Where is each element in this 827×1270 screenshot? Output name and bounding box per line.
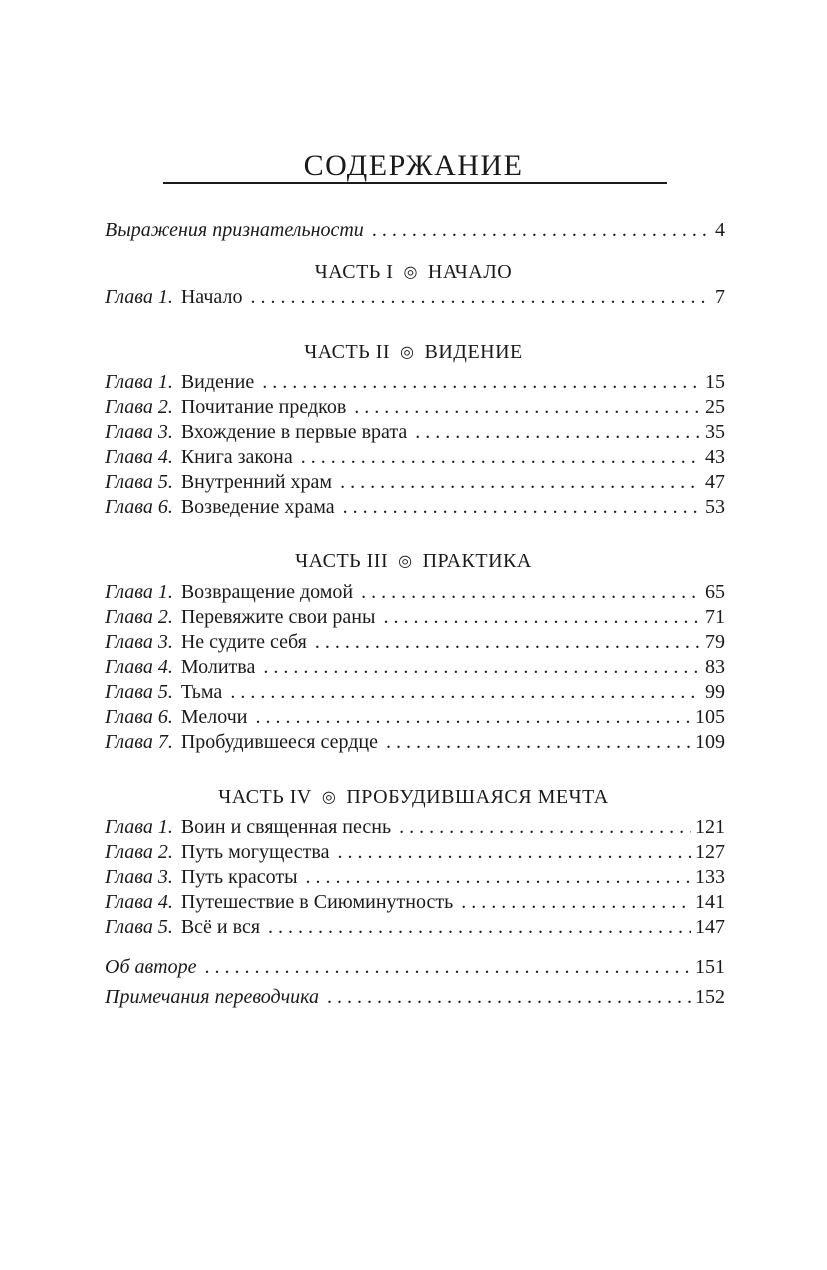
page-number: 35 [705,421,725,443]
chapter-title: Всё и вся [180,916,261,938]
toc-entry[interactable] [105,580,725,605]
page-number: 47 [705,471,725,493]
page-number: 152 [695,986,725,1008]
page-number: 79 [705,631,725,653]
chapter-prefix: Глава 2. [105,841,173,863]
chapter-title: Видение [180,371,255,393]
leader-dots [255,705,691,730]
leader-dots [372,218,711,243]
page-number: 7 [715,286,725,308]
part-heading-4 [0,784,827,810]
chapter-prefix: Глава 3. [105,866,173,888]
page-title: СОДЕРЖАНИЕ [303,149,524,182]
page-number: 25 [705,396,725,418]
chapter-prefix: Глава 5. [105,916,173,938]
leader-dots [340,470,701,495]
leader-dots [230,680,701,705]
leader-dots [415,420,701,445]
leader-dots [315,630,701,655]
part-name: ПРОБУДИВШАЯСЯ МЕЧТА [346,786,609,808]
leader-dots [268,915,691,940]
toc-entry[interactable] [105,655,725,680]
page-number: 83 [705,656,725,678]
chapter-prefix: Глава 1. [105,816,173,838]
part-label: ЧАСТЬ IV [218,786,312,808]
toc-entry-acknowledgments[interactable] [105,218,725,243]
page-number: 43 [705,446,725,468]
chapter-title: Пробудившееся сердце [180,731,378,753]
page-number: 121 [695,816,725,838]
chapter-title: Книга закона [180,446,293,468]
leader-dots [386,730,691,755]
chapter-prefix: Глава 1. [105,581,173,603]
leader-dots [461,890,691,915]
ornament-icon: ◎ [321,789,337,806]
toc-entry[interactable] [105,395,725,420]
part-heading-2 [0,339,827,365]
chapter-title: Возведение храма [180,496,335,518]
leader-dots [327,985,691,1010]
chapter-prefix: Глава 4. [105,446,173,468]
page-number: 105 [695,706,725,728]
toc-entry[interactable] [105,420,725,445]
part-heading-3 [0,548,827,574]
leader-dots [262,370,701,395]
ornament-icon: ◎ [400,344,415,361]
leader-dots [337,840,691,865]
chapter-prefix: Глава 1. [105,286,173,308]
leader-dots [383,605,701,630]
part-label: ЧАСТЬ III [295,550,389,572]
toc-entry[interactable] [105,370,725,395]
chapter-prefix: Глава 2. [105,606,173,628]
part-label: ЧАСТЬ I [314,261,394,283]
page-number: 53 [705,496,725,518]
chapter-title: Путь красоты [180,866,298,888]
page-number: 151 [695,956,725,978]
chapter-title: Возвращение домой [180,581,354,603]
toc-entry[interactable] [105,605,725,630]
part-label: ЧАСТЬ II [304,341,391,363]
chapter-title: Путь могущества [180,841,330,863]
chapter-title: Перевяжите свои раны [180,606,376,628]
chapter-title: Начало [180,286,243,308]
page-number: 71 [705,606,725,628]
entry-label: Примечания переводчика [105,986,320,1008]
toc-entry[interactable] [105,470,725,495]
chapter-prefix: Глава 7. [105,731,173,753]
toc-entry[interactable] [105,815,725,840]
page-number: 99 [705,681,725,703]
chapter-prefix: Глава 3. [105,631,173,653]
leader-dots [354,395,701,420]
chapter-title: Вхождение в первые врата [180,421,408,443]
chapter-prefix: Глава 4. [105,656,173,678]
leader-dots [263,655,701,680]
chapter-prefix: Глава 5. [105,471,173,493]
toc-entry[interactable] [105,285,725,310]
toc-entry[interactable] [105,915,725,940]
chapter-title: Мелочи [180,706,248,728]
toc-entry[interactable] [105,730,725,755]
leader-dots [306,865,691,890]
chapter-prefix: Глава 3. [105,421,173,443]
toc-entry[interactable] [105,705,725,730]
toc-entry[interactable] [105,840,725,865]
chapter-title: Воин и священная песнь [180,816,392,838]
page-number: 141 [695,891,725,913]
toc-entry[interactable] [105,445,725,470]
page-number: 109 [695,731,725,753]
chapter-prefix: Глава 5. [105,681,173,703]
ornament-icon: ◎ [403,264,418,281]
leader-dots [205,955,691,980]
part-name: ПРАКТИКА [422,550,532,572]
part-heading-1 [0,259,827,285]
chapter-prefix: Глава 2. [105,396,173,418]
chapter-prefix: Глава 6. [105,496,173,518]
chapter-title: Не судите себя [180,631,307,653]
leader-dots [343,495,701,520]
page-number: 127 [695,841,725,863]
part-name: НАЧАЛО [427,261,513,283]
ornament-icon: ◎ [398,553,413,570]
chapter-prefix: Глава 4. [105,891,173,913]
page-number: 65 [705,581,725,603]
chapter-title: Тьма [180,681,223,703]
page-number: 15 [705,371,725,393]
title-rule [163,182,667,184]
chapter-title: Путешествие в Сиюминутность [180,891,454,913]
part-name: ВИДЕНИЕ [424,341,523,363]
entry-label: Об авторе [105,956,197,978]
toc-entry[interactable] [105,890,725,915]
leader-dots [250,285,711,310]
entry-label: Выражения признательности [105,219,364,241]
chapter-title: Почитание предков [180,396,347,418]
page-number: 147 [695,916,725,938]
leader-dots [399,815,691,840]
chapter-prefix: Глава 1. [105,371,173,393]
toc-entry-about-author[interactable] [105,955,725,980]
toc-entry[interactable] [105,495,725,520]
chapter-title: Внутренний храм [180,471,333,493]
leader-dots [301,445,701,470]
leader-dots [361,580,701,605]
toc-entry[interactable] [105,680,725,705]
toc-entry[interactable] [105,630,725,655]
page-number: 4 [715,219,725,241]
chapter-prefix: Глава 6. [105,706,173,728]
chapter-title: Молитва [180,656,256,678]
page-number: 133 [695,866,725,888]
toc-entry[interactable] [105,865,725,890]
toc-entry-translator-notes[interactable] [105,985,725,1010]
